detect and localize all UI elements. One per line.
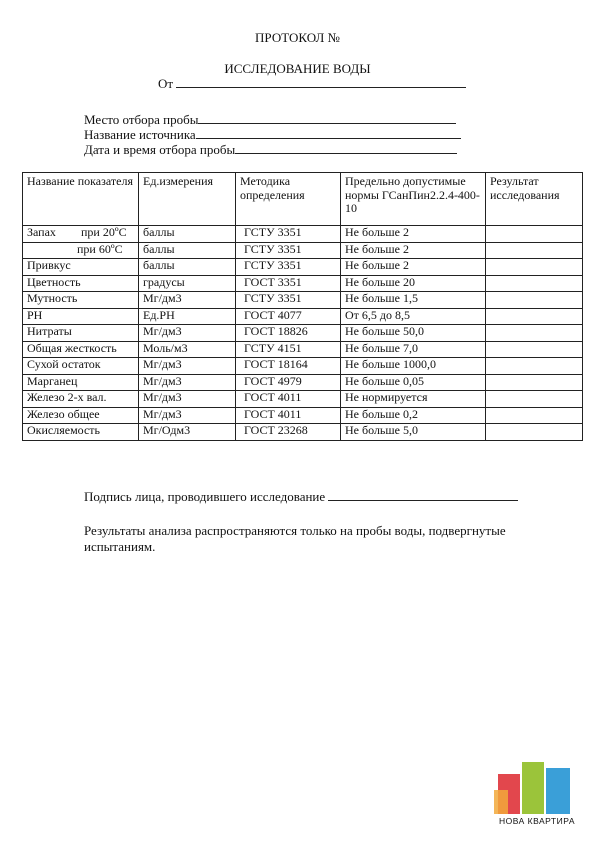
meta-datetime [84, 141, 457, 157]
norm-cell: Не больше 2 [341, 259, 486, 276]
result-cell[interactable] [486, 292, 583, 309]
indicator-smell [23, 226, 139, 243]
method-cell: ГСТУ 4151 [236, 341, 341, 358]
unit-cell: Мг/дм3 [139, 407, 236, 424]
header-result: Результат исследования [486, 173, 583, 226]
buildings-icon [492, 760, 582, 816]
indicator-name-cell: Нитраты [23, 325, 139, 342]
unit-cell: Мг/дм3 [139, 358, 236, 375]
unit-cell: Мг/дм3 [139, 325, 236, 342]
table-row [23, 308, 583, 325]
table-row [23, 275, 583, 292]
header-indicator: Название показателя [23, 173, 139, 226]
norm-cell: Не больше 0,05 [341, 374, 486, 391]
indicator-smell-sub-60: при 60ºС [23, 242, 139, 259]
unit-cell: баллы [139, 242, 236, 259]
unit-cell: Мг/дм3 [139, 391, 236, 408]
table-row [23, 292, 583, 309]
indicator-name-cell: Марганец [23, 374, 139, 391]
table-row [23, 407, 583, 424]
indicator-name-cell: Железо 2-х вал. [23, 391, 139, 408]
from-row [158, 75, 466, 92]
result-cell[interactable] [486, 374, 583, 391]
norm-cell: Не больше 2 [341, 242, 486, 259]
meta-place-label: Место отбора пробы [84, 112, 199, 127]
table-row [23, 341, 583, 358]
result-cell[interactable] [486, 275, 583, 292]
signature-field[interactable] [328, 488, 518, 501]
result-cell[interactable] [486, 242, 583, 259]
unit-cell: Ед.PH [139, 308, 236, 325]
indicator-name-cell: Цветность [23, 275, 139, 292]
norm-cell: Не больше 0,2 [341, 407, 486, 424]
table-row [23, 424, 583, 441]
norm-cell: Не больше 7,0 [341, 341, 486, 358]
method-cell: ГОСТ 3351 [236, 275, 341, 292]
meta-datetime-field[interactable] [235, 141, 457, 154]
research-title: ИССЛЕДОВАНИЕ ВОДЫ [224, 61, 371, 76]
table-row [23, 242, 583, 259]
from-label: От [158, 76, 174, 91]
unit-cell: баллы [139, 226, 236, 243]
building-orange-icon [494, 790, 508, 814]
norm-cell: Не больше 50,0 [341, 325, 486, 342]
indicator-name-cell: Окисляемость [23, 424, 139, 441]
result-cell[interactable] [486, 325, 583, 342]
water-analysis-table [22, 172, 583, 441]
unit-cell: Мг/дм3 [139, 374, 236, 391]
unit-cell: Моль/м3 [139, 341, 236, 358]
method-cell: ГОСТ 23268 [236, 424, 341, 441]
unit-cell: Мг/дм3 [139, 292, 236, 309]
table-header-row [23, 173, 583, 226]
result-cell[interactable] [486, 391, 583, 408]
method-cell: ГОСТ 18826 [236, 325, 341, 342]
norm-cell: Не больше 1000,0 [341, 358, 486, 375]
meta-place-field[interactable] [198, 111, 456, 124]
norm-cell: Не больше 2 [341, 226, 486, 243]
meta-source-field[interactable] [196, 126, 461, 139]
header-norm: Предельно допустимые нормы ГСанПин2.2.4-400-10 [341, 173, 486, 226]
method-cell: ГСТУ 3351 [236, 292, 341, 309]
building-green-icon [522, 762, 544, 814]
table-row [23, 325, 583, 342]
table-row [23, 259, 583, 276]
norm-cell: Не больше 20 [341, 275, 486, 292]
header-method: Методика определения [236, 173, 341, 226]
unit-cell: Мг/Одм3 [139, 424, 236, 441]
indicator-name-cell: Железо общее [23, 407, 139, 424]
signature-label: Подпись лица, проводившего исследование [84, 489, 326, 504]
logo-text: НОВА КВАРТИРА [498, 816, 576, 826]
method-cell: ГОСТ 4011 [236, 407, 341, 424]
table-row [23, 226, 583, 243]
table-row [23, 374, 583, 391]
protocol-title: ПРОТОКОЛ № [255, 30, 340, 45]
from-field[interactable] [176, 75, 466, 88]
method-cell: ГОСТ 4077 [236, 308, 341, 325]
result-cell[interactable] [486, 259, 583, 276]
method-cell: ГСТУ 3351 [236, 226, 341, 243]
nova-kvartira-logo [492, 760, 582, 830]
result-cell[interactable] [486, 341, 583, 358]
indicator-smell-sub: при 20ºС [81, 225, 127, 239]
result-cell[interactable] [486, 407, 583, 424]
unit-cell: баллы [139, 259, 236, 276]
indicator-smell-label: Запах [27, 225, 56, 239]
header-unit: Ед.измерения [139, 173, 236, 226]
result-cell[interactable] [486, 308, 583, 325]
result-cell[interactable] [486, 358, 583, 375]
meta-source-label: Название источника [84, 127, 196, 142]
norm-cell: Не нормируется [341, 391, 486, 408]
result-cell[interactable] [486, 424, 583, 441]
indicator-name-cell: Привкус [23, 259, 139, 276]
unit-cell: градусы [139, 275, 236, 292]
meta-source [84, 126, 461, 142]
method-cell: ГОСТ 4011 [236, 391, 341, 408]
results-note: Результаты анализа распространяются только на пробы воды, подвергнутые испытаниям. [84, 523, 506, 554]
meta-place [84, 111, 456, 127]
norm-cell: От 6,5 до 8,5 [341, 308, 486, 325]
meta-datetime-label: Дата и время отбора пробы [84, 142, 236, 157]
indicator-name-cell: PH [23, 308, 139, 325]
indicator-name-cell: Сухой остаток [23, 358, 139, 375]
result-cell[interactable] [486, 226, 583, 243]
table-row [23, 391, 583, 408]
method-cell: ГОСТ 4979 [236, 374, 341, 391]
method-cell: ГСТУ 3351 [236, 259, 341, 276]
norm-cell: Не больше 5,0 [341, 424, 486, 441]
norm-cell: Не больше 1,5 [341, 292, 486, 309]
building-blue-icon [546, 768, 570, 814]
method-cell: ГОСТ 18164 [236, 358, 341, 375]
method-cell: ГСТУ 3351 [236, 242, 341, 259]
indicator-name-cell: Общая жесткость [23, 341, 139, 358]
table-row [23, 358, 583, 375]
signature-row [84, 488, 518, 505]
indicator-name-cell: Мутность [23, 292, 139, 309]
